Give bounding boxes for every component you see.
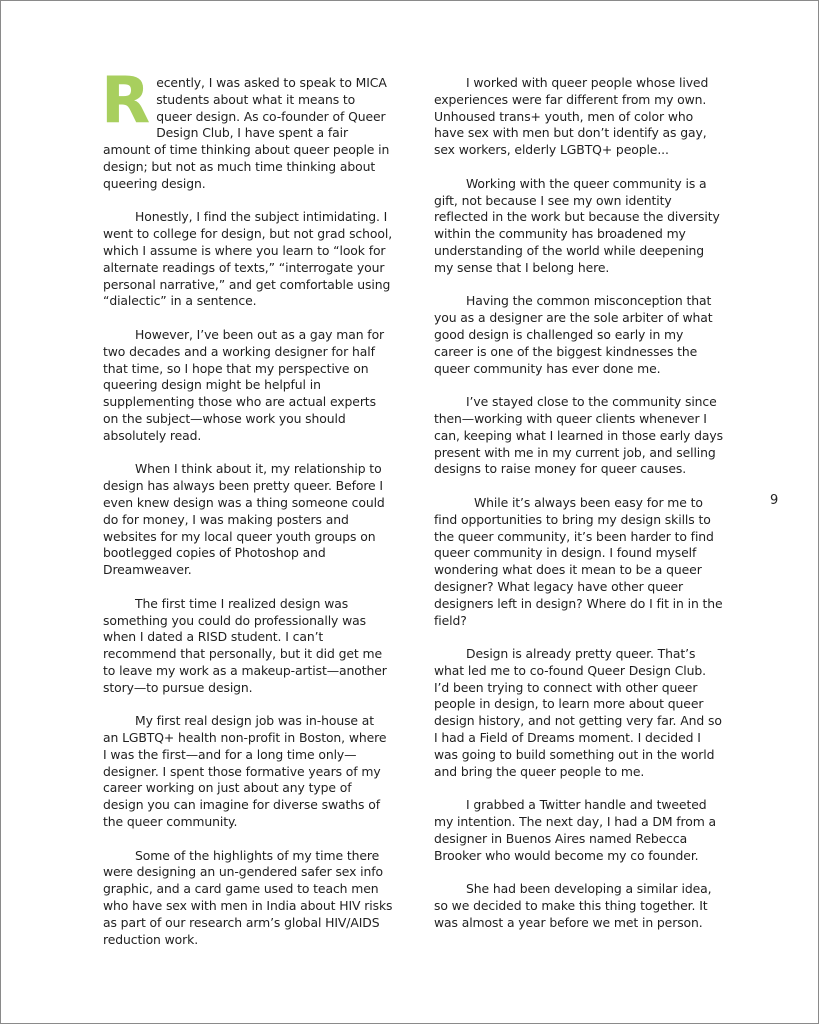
body-paragraph: The first time I realized design was something you could do professionally was when I dated a RISD student. I can’t recommend that personally, but it did get me to leave my work as a makeup-artist—another story—to pursue design. <box>103 595 387 695</box>
left-column <box>101 64 393 965</box>
body-paragraph: I worked with queer people whose lived experiences were far different from my own. Unhoused trans+ youth, men of color who have sex with men but don’t identify as gay, sex workers, elderly LGBTQ+ people... <box>434 75 709 158</box>
body-paragraph: However, I’ve been out as a gay man for two decades and a working designer for half that time, so I hope that my perspective on queering design might be helpful in supplementing those who are actual experts on the subject—whose work you should absolutely read. <box>103 326 385 443</box>
intro-paragraph-text: ecently, I was asked to speak to MICA students about what it means to queer design. As co-founder of Queer Design Club, I have spent a fair amount of time thinking about queer people in design; but not as much time thinking about queering design. <box>103 75 390 191</box>
drop-cap: R <box>101 64 151 138</box>
body-paragraph: I’ve stayed close to the community since then—working with queer clients whenever I can, keeping what I learned in those early days present with me in my current job, and selling designs to raise money for queer causes. <box>434 394 723 477</box>
body-paragraph: She had been developing a similar idea, so we decided to make this thing together. It was almost a year before we met in person. <box>434 881 712 930</box>
body-paragraph: I grabbed a Twitter handle and tweeted my intention. The next day, I had a DM from a designer in Buenos Aires named Rebecca Brooker who would become my co founder. <box>434 797 717 863</box>
body-paragraph: My first real design job was in-house at an LGBTQ+ health non-profit in Boston, where I was the first—and for a long time only—designer. I spent those formative years of my career working on just about any type of design you can imagine for diverse swaths of the queer community. <box>103 713 387 830</box>
intro-paragraph <box>101 64 393 193</box>
right-column <box>434 75 724 948</box>
body-paragraph: Design is already pretty queer. That’s what led me to co-found Queer Design Club. I’d been trying to connect with other queer people in design, to learn more about queer design history, and not getting very far. And so I had a Field of Dreams moment. I decided I was going to build something out in the world and bring the queer people to me. <box>434 646 722 779</box>
body-paragraph: Working with the queer community is a gift, not because I see my own identity reflected in the work but because the diversity within the community has broadened my understanding of the world while deepening my sense that I belong here. <box>434 175 720 275</box>
body-paragraph: Some of the highlights of my time there were designing an un-gendered safer sex info graphic, and a card game used to teach men who have sex with men in India about HIV risks as part of our research arm’s global HIV/AIDS reduction work. <box>103 847 393 947</box>
body-paragraph: While it’s always been easy for me to find opportunities to bring my design skills to the queer community, it’s been harder to find queer community in design. I found myself wondering what does it mean to be a queer designer? What legacy have other queer designers left in design? Where do I fit in in the field? <box>434 494 723 628</box>
page-number: 9 <box>770 493 779 508</box>
body-paragraph: Honestly, I find the subject intimidating. I went to college for design, but not grad school, which I assume is where you learn to “look for alternate readings of texts,” “interrogate your personal narrative,” and get comfortable using “dialectic” in a sentence. <box>103 209 393 309</box>
body-paragraph: Having the common misconception that you as a designer are the sole arbiter of what good design is challenged so early in my career is one of the biggest kindnesses the queer community has ever done me. <box>434 293 713 376</box>
body-paragraph: When I think about it, my relationship to design has always been pretty queer. Before I even knew design was a thing someone could do for money, I was making posters and websites for my local queer youth groups on bootlegged copies of Photoshop and Dreamweaver. <box>103 461 385 578</box>
